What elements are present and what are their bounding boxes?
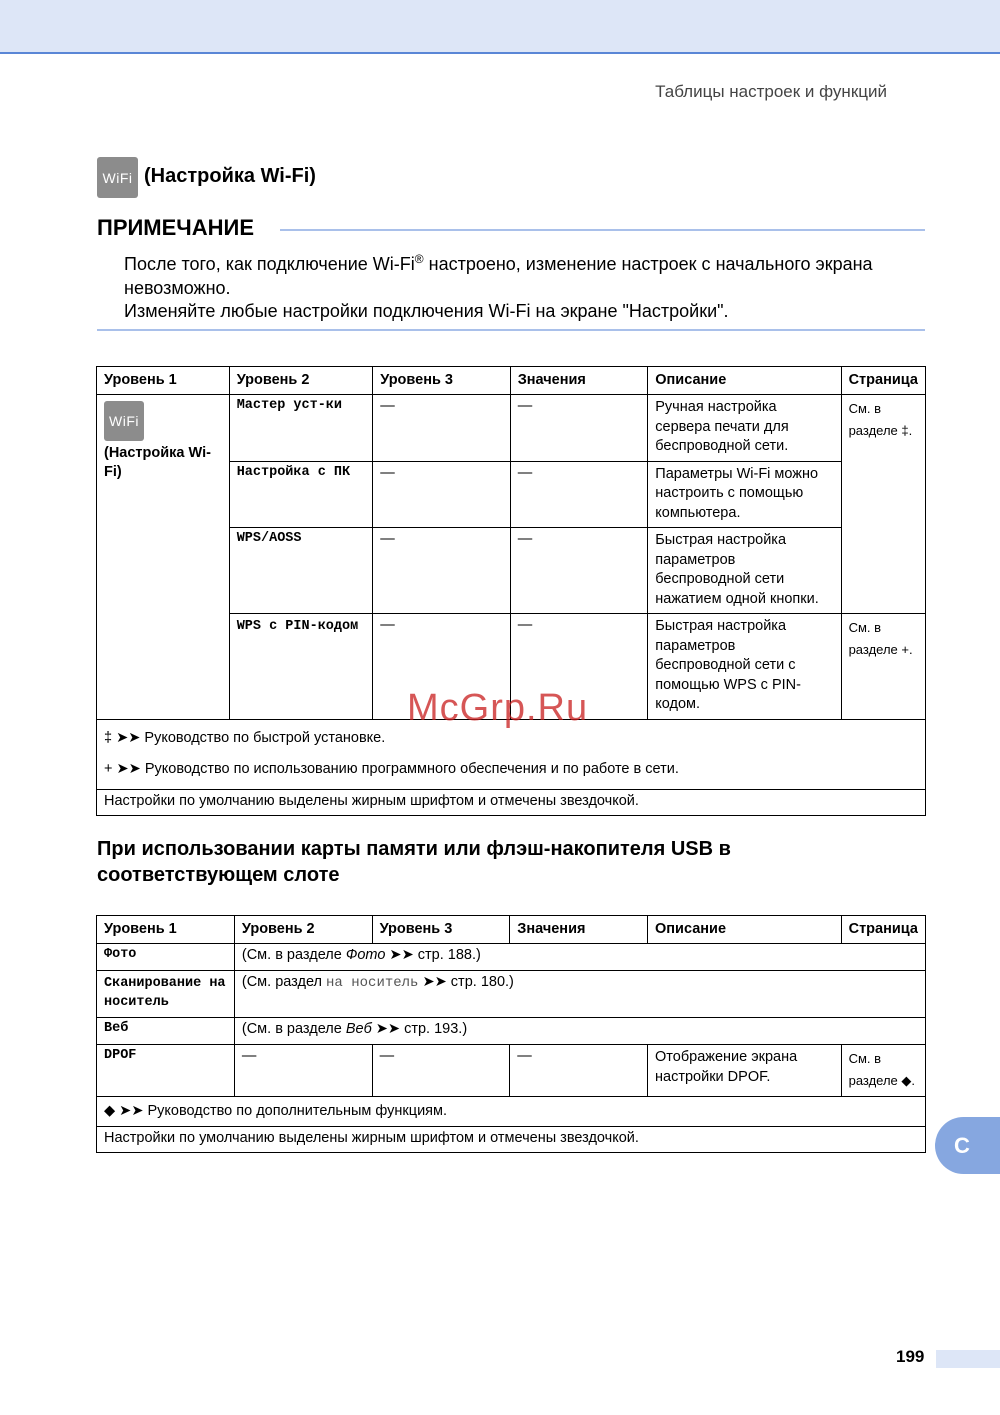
section-title: (Настройка Wi-Fi) <box>144 165 316 187</box>
col-header-page: Страница <box>841 916 925 944</box>
table-cell-values: — <box>510 395 648 462</box>
table-cell-level2: Мастер уст-ки <box>229 395 373 462</box>
defaults-note: Настройки по умолчанию выделены жирным шрифтом и отмечены звездочкой. <box>97 789 926 815</box>
col-header-level1: Уровень 1 <box>97 916 235 944</box>
note-body <box>124 248 929 324</box>
section2-title: При использовании карты памяти или флэш-накопителя USB в соответствующем слоте <box>97 838 731 886</box>
wifi-icon: WiFi <box>104 401 144 441</box>
cross-ref-cell: (См. в разделе Веб ➤➤ стр. 193.) <box>234 1018 925 1045</box>
wifi-settings-table <box>96 366 926 816</box>
table-cell-level1: Фото <box>97 944 235 971</box>
table-cell-level3: — <box>372 1045 510 1097</box>
table-cell-level2: Настройка с ПК <box>229 461 373 528</box>
running-head: Таблицы настроек и функций <box>655 82 887 101</box>
footnote-software-guide: + ➤➤ Руководство по использованию программного обеспечения и по работе в сети. <box>104 760 679 777</box>
table-cell-values: — <box>510 1045 648 1097</box>
table-cell-values: — <box>510 461 648 528</box>
table-cell-level2: WPS/AOSS <box>229 528 373 614</box>
registered-mark: ® <box>414 252 424 266</box>
note-bottom-divider <box>97 329 925 331</box>
level1-cell <box>97 395 230 720</box>
table-cell-description: Отображение экрана настройки DPOF. <box>648 1045 842 1097</box>
note-title: ПРИМЕЧАНИЕ <box>97 215 255 240</box>
col-header-level1: Уровень 1 <box>97 367 230 395</box>
table-cell-description: Быстрая настройка параметров беспроводной сети с помощью WPS с PIN-кодом. <box>648 614 841 720</box>
table-cell-description: Быстрая настройка параметров беспроводной сети нажатием одной кнопки. <box>648 528 841 614</box>
table-cell-level1: Сканирование на носитель <box>97 971 235 1018</box>
watermark: McGrp.Ru <box>407 687 589 729</box>
note-text-1b: настроено, изменение настроек с начального экрана невозможно. <box>124 254 873 298</box>
cross-ref-cell: (См. раздел на носитель ➤➤ стр. 180.) <box>234 971 925 1018</box>
col-header-description: Описание <box>648 916 842 944</box>
page-ref-cell: См. в разделе +. <box>841 614 925 720</box>
table-cell-level2: WPS с PIN-кодом <box>229 614 373 720</box>
table-cell-description: Параметры Wi-Fi можно настроить с помощью компьютера. <box>648 461 841 528</box>
top-header-bar <box>0 0 1000 54</box>
col-header-level3: Уровень 3 <box>373 367 510 395</box>
wifi-icon: WiFi <box>97 157 138 198</box>
memory-card-table <box>96 915 926 1153</box>
page-number: 199 <box>896 1347 925 1366</box>
appendix-tab: C <box>935 1117 1000 1174</box>
defaults-note: Настройки по умолчанию выделены жирным шрифтом и отмечены звездочкой. <box>97 1127 926 1153</box>
note-text-1a: После того, как подключение Wi-Fi <box>124 254 415 274</box>
table-cell-level3: — <box>373 614 510 720</box>
table-cell-description: Ручная настройка сервера печати для беспроводной сети. <box>648 395 841 462</box>
col-header-level3: Уровень 3 <box>372 916 510 944</box>
footnote-advanced-guide: ◆ ➤➤ Руководство по дополнительным функциям. <box>97 1097 926 1127</box>
footnote-quick-setup: ‡ ➤➤ Руководство по быстрой установке. <box>104 729 386 746</box>
page-number-bar <box>936 1350 1000 1368</box>
table-cell-level2: — <box>234 1045 372 1097</box>
col-header-description: Описание <box>648 367 841 395</box>
note-divider <box>280 229 925 231</box>
cross-ref-cell: (См. в разделе Фото ➤➤ стр. 188.) <box>234 944 925 971</box>
col-header-level2: Уровень 2 <box>229 367 373 395</box>
col-header-page: Страница <box>841 367 925 395</box>
table-cell-level3: — <box>373 395 510 462</box>
page-ref-cell: См. в разделе ‡. <box>841 395 925 614</box>
table-cell-values: — <box>510 528 648 614</box>
col-header-level2: Уровень 2 <box>234 916 372 944</box>
table-cell-level1: DPOF <box>97 1045 235 1097</box>
table-cell-level3: — <box>373 528 510 614</box>
table-cell-values: — <box>510 614 648 720</box>
table-cell-level1: Веб <box>97 1018 235 1045</box>
level1-label: (Настройка Wi-Fi) <box>104 445 211 480</box>
col-header-values: Значения <box>510 916 648 944</box>
col-header-values: Значения <box>510 367 648 395</box>
page-ref-cell: См. в разделе ◆. <box>841 1045 925 1097</box>
note-text-2: Изменяйте любые настройки подключения Wi-Fi на экране "Настройки". <box>124 301 729 321</box>
table-cell-level3: — <box>373 461 510 528</box>
